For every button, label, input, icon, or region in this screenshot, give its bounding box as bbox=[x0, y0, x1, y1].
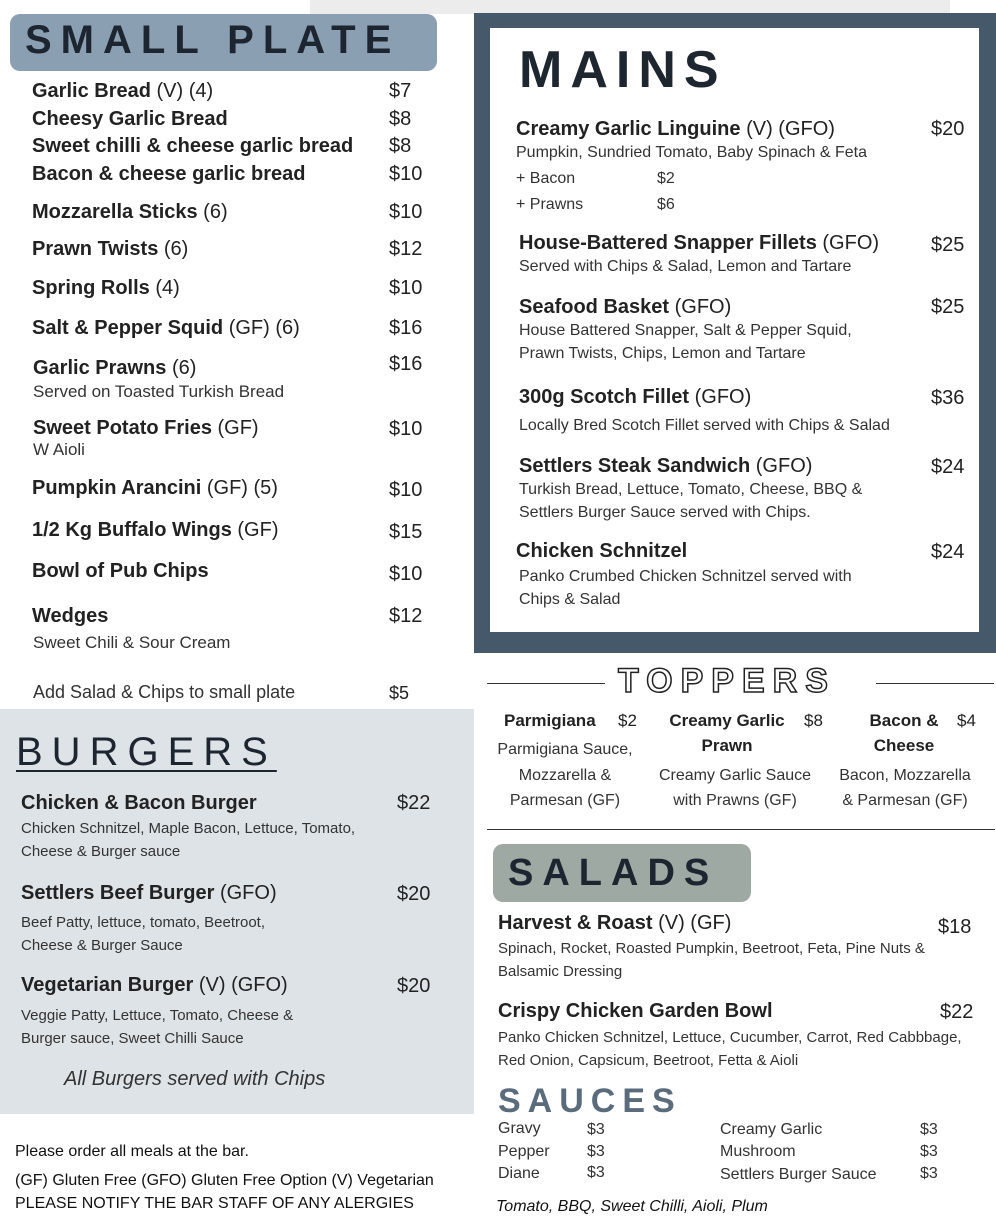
menu-item-price: $12 bbox=[389, 605, 423, 627]
menu-item-price: $10 bbox=[389, 563, 423, 585]
footer-allergy-note: PLEASE NOTIFY THE BAR STAFF OF ANY ALERGIES bbox=[15, 1195, 414, 1212]
menu-item-description: Beef Patty, lettuce, tomato, Beetroot, bbox=[21, 914, 266, 931]
menu-item-description: Sweet Chili & Sour Cream bbox=[33, 633, 231, 652]
menu-item-name: Seafood Basket (GFO) bbox=[519, 296, 732, 318]
extra-label: + Bacon bbox=[516, 170, 576, 187]
menu-item-name: Sweet Potato Fries (GF) bbox=[33, 417, 259, 439]
sauces-title: SAUCES bbox=[498, 1082, 682, 1120]
menu-item-name: Vegetarian Burger (V) (GFO) bbox=[21, 974, 288, 996]
topper-price: $2 bbox=[618, 711, 637, 730]
menu-item-price: $10 bbox=[389, 277, 423, 299]
menu-item-description: Red Onion, Capsicum, Beetroot, Fetta & Aioli bbox=[498, 1052, 799, 1069]
topper-description: Creamy Garlic Sauce bbox=[658, 767, 812, 784]
sauce-price: $3 bbox=[920, 1143, 938, 1160]
menu-item-name: Chicken Schnitzel bbox=[516, 540, 688, 562]
topper-price: $8 bbox=[804, 711, 823, 730]
topper-price: $4 bbox=[957, 711, 976, 730]
menu-item-description: Balsamic Dressing bbox=[498, 963, 623, 980]
menu-item-name: Salt & Pepper Squid (GF) (6) bbox=[32, 317, 300, 339]
sauce-price: $3 bbox=[587, 1121, 605, 1138]
divider bbox=[876, 683, 994, 684]
menu-item-description: W Aioli bbox=[33, 440, 85, 459]
menu-item-name: Harvest & Roast (V) (GF) bbox=[498, 912, 732, 934]
topper-name: Parmigiana bbox=[504, 711, 596, 730]
menu-item-name: Bowl of Pub Chips bbox=[32, 560, 209, 582]
menu-item-name: Pumpkin Arancini (GF) (5) bbox=[32, 477, 278, 499]
menu-item-description: Panko Chicken Schnitzel, Lettuce, Cucumber, Carrot, Red Cabbbage, bbox=[498, 1029, 962, 1046]
menu-item-price: $24 bbox=[931, 456, 965, 478]
menu-item-name: Garlic Bread (V) (4) bbox=[32, 80, 214, 102]
menu-item-price: $10 bbox=[389, 201, 423, 223]
topper-name: Creamy Garlic bbox=[669, 711, 785, 730]
menu-item-description: House Battered Snapper, Salt & Pepper Squid, bbox=[519, 322, 852, 339]
menu-item-name: Wedges bbox=[32, 605, 109, 627]
toppers-title: TOPPERS bbox=[618, 662, 836, 700]
topper-name: Cheese bbox=[873, 736, 935, 755]
menu-item-name: Sweet chilli & cheese garlic bread bbox=[32, 135, 354, 157]
sauce-name: Mushroom bbox=[720, 1143, 796, 1160]
burgers-note: All Burgers served with Chips bbox=[64, 1068, 326, 1090]
menu-item-price: $16 bbox=[389, 317, 423, 339]
extra-price: $2 bbox=[657, 170, 675, 187]
menu-item-price: $10 bbox=[389, 479, 423, 501]
extra-price: $6 bbox=[657, 196, 675, 213]
menu-item-description: Cheese & Burger Sauce bbox=[21, 937, 183, 954]
menu-item-name: Mozzarella Sticks (6) bbox=[32, 201, 228, 223]
sauce-name: Gravy bbox=[498, 1120, 541, 1137]
topper-name: Prawn bbox=[701, 736, 753, 755]
sauce-name: Creamy Garlic bbox=[720, 1121, 823, 1138]
menu-item-name: Garlic Prawns (6) bbox=[33, 357, 197, 379]
menu-item-description: Veggie Patty, Lettuce, Tomato, Cheese & bbox=[21, 1007, 294, 1024]
menu-item-price: $36 bbox=[931, 387, 965, 409]
addon-label: Add Salad & Chips to small plate bbox=[33, 682, 296, 702]
menu-item-description: Settlers Burger Sauce served with Chips. bbox=[519, 504, 811, 521]
footer-order-note: Please order all meals at the bar. bbox=[15, 1143, 249, 1160]
menu-item-name: 300g Scotch Fillet (GFO) bbox=[519, 386, 752, 408]
menu-item-price: $8 bbox=[389, 108, 412, 130]
sauce-price: $3 bbox=[587, 1143, 605, 1160]
menu-item-description: Burger sauce, Sweet Chilli Sauce bbox=[21, 1030, 244, 1047]
menu-item-description: Turkish Bread, Lettuce, Tomato, Cheese, BBQ & bbox=[519, 481, 863, 498]
menu-item-name: Spring Rolls (4) bbox=[32, 277, 180, 299]
menu-item-price: $8 bbox=[389, 135, 412, 157]
menu-item-price: $20 bbox=[397, 883, 431, 905]
menu-item-price: $16 bbox=[389, 353, 423, 375]
top-decoration bbox=[310, 0, 950, 14]
topper-description: Parmigiana Sauce, bbox=[497, 741, 633, 758]
menu-item-name: Settlers Steak Sandwich (GFO) bbox=[519, 455, 813, 477]
topper-description: Mozzarella & bbox=[518, 767, 612, 784]
footer-legend: (GF) Gluten Free (GFO) Gluten Free Option (V) Vegetarian bbox=[15, 1172, 434, 1189]
menu-item-price: $22 bbox=[940, 1001, 974, 1023]
sauce-name: Settlers Burger Sauce bbox=[720, 1166, 877, 1183]
menu-item-name: Bacon & cheese garlic bread bbox=[32, 163, 306, 185]
sauce-price: $3 bbox=[920, 1121, 938, 1138]
menu-item-name: House-Battered Snapper Fillets (GFO) bbox=[519, 232, 880, 254]
menu-item-price: $12 bbox=[389, 238, 423, 260]
divider bbox=[487, 683, 605, 684]
topper-description: & Parmesan (GF) bbox=[842, 792, 968, 809]
menu-item-description: Chips & Salad bbox=[519, 591, 621, 608]
menu-item-price: $25 bbox=[931, 296, 965, 318]
sauces-extra: Tomato, BBQ, Sweet Chilli, Aioli, Plum bbox=[496, 1198, 768, 1215]
menu-item-price: $20 bbox=[397, 975, 431, 997]
burgers-title: BURGERS bbox=[16, 730, 277, 774]
menu-item-price: $22 bbox=[397, 792, 431, 814]
addon-price: $5 bbox=[389, 683, 410, 703]
sauce-name: Pepper bbox=[498, 1143, 550, 1160]
menu-item-description: Pumpkin, Sundried Tomato, Baby Spinach & Feta bbox=[516, 144, 868, 161]
menu-item-name: Settlers Beef Burger (GFO) bbox=[21, 882, 277, 904]
topper-description: Parmesan (GF) bbox=[509, 792, 621, 809]
divider bbox=[487, 829, 995, 830]
menu-item-price: $24 bbox=[931, 541, 965, 563]
menu-item-description: Cheese & Burger sauce bbox=[21, 843, 181, 860]
sauce-price: $3 bbox=[920, 1165, 938, 1182]
salads-title: SALADS bbox=[508, 852, 719, 894]
menu-item-description: Locally Bred Scotch Fillet served with Chips & Salad bbox=[519, 417, 890, 434]
topper-description: with Prawns (GF) bbox=[673, 792, 797, 809]
extra-label: + Prawns bbox=[516, 196, 584, 213]
menu-item-price: $15 bbox=[389, 521, 423, 543]
topper-name: Bacon & bbox=[869, 711, 939, 730]
mains-title: MAINS bbox=[519, 41, 727, 99]
menu-item-price: $7 bbox=[389, 80, 412, 102]
menu-item-name: Cheesy Garlic Bread bbox=[32, 108, 228, 130]
menu-item-price: $18 bbox=[938, 916, 972, 938]
menu-item-name: 1/2 Kg Buffalo Wings (GF) bbox=[32, 519, 279, 541]
menu-item-name: Crispy Chicken Garden Bowl bbox=[498, 1000, 773, 1022]
topper-description: Bacon, Mozzarella bbox=[839, 767, 971, 784]
sauce-price: $3 bbox=[587, 1164, 605, 1181]
menu-item-description: Prawn Twists, Chips, Lemon and Tartare bbox=[519, 345, 806, 362]
menu-item-name: Prawn Twists (6) bbox=[32, 238, 189, 260]
menu-item-price: $20 bbox=[931, 118, 965, 140]
small-plate-title: SMALL PLATE bbox=[25, 18, 401, 62]
menu-item-description: Served on Toasted Turkish Bread bbox=[33, 382, 285, 401]
menu-item-name: Chicken & Bacon Burger bbox=[21, 792, 257, 814]
sauce-name: Diane bbox=[498, 1165, 540, 1182]
menu-item-price: $10 bbox=[389, 418, 423, 440]
menu-item-description: Served with Chips & Salad, Lemon and Tartare bbox=[519, 258, 852, 275]
menu-item-description: Spinach, Rocket, Roasted Pumpkin, Beetroot, Feta, Pine Nuts & bbox=[498, 940, 925, 957]
menu-item-description: Chicken Schnitzel, Maple Bacon, Lettuce, Tomato, bbox=[21, 820, 356, 837]
menu-item-name: Creamy Garlic Linguine (V) (GFO) bbox=[516, 118, 835, 140]
menu-item-price: $10 bbox=[389, 163, 423, 185]
menu-item-price: $25 bbox=[931, 234, 965, 256]
menu-item-description: Panko Crumbed Chicken Schnitzel served with bbox=[519, 568, 852, 585]
